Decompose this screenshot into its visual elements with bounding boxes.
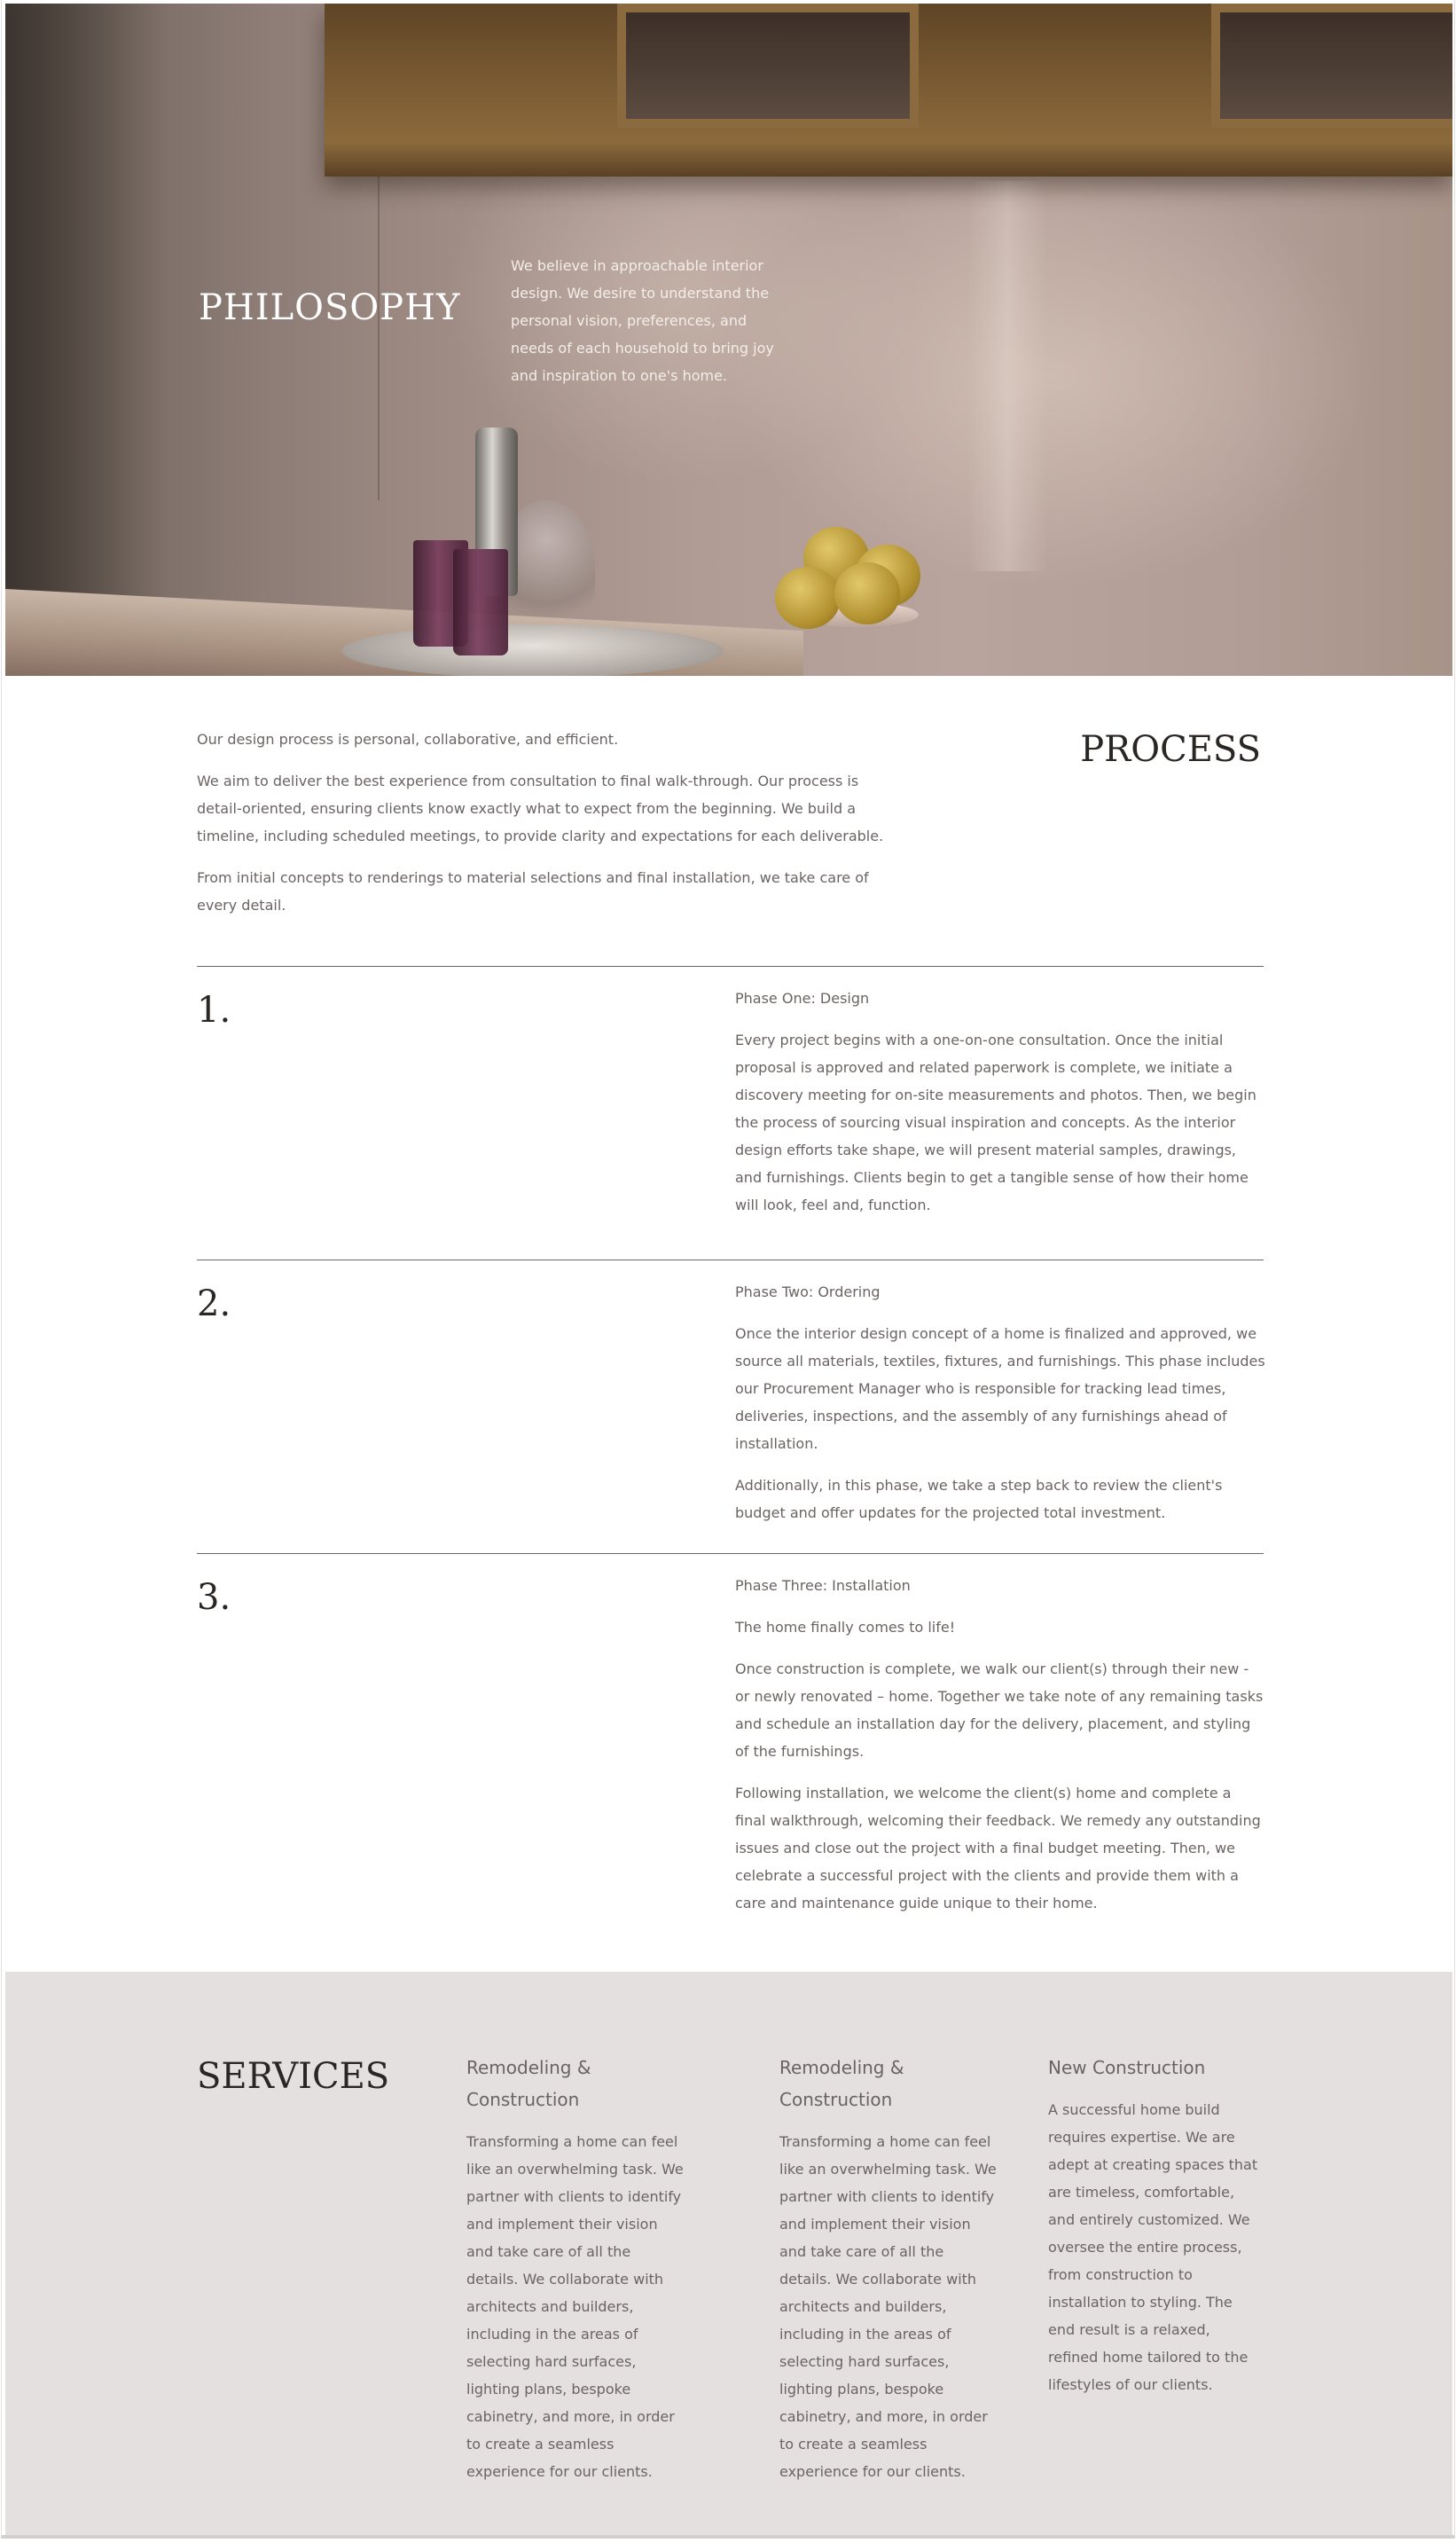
service-item [779, 2052, 997, 2485]
service-item [1048, 2052, 1261, 2398]
phase-paragraph: Additionally, in this phase, we take a step back to review the client's budget and offer updates for the projected total investment. [735, 1477, 1223, 1521]
services-title: SERVICES [197, 2056, 390, 2097]
hero-photo-light-glare [967, 181, 1047, 571]
hero-photo-cabinet-door [1211, 4, 1452, 128]
process-intro [197, 726, 888, 933]
service-heading: New Construction [1048, 2057, 1206, 2078]
service-heading: Remodeling & Construction [779, 2057, 904, 2110]
phase-number: 3. [197, 1577, 231, 1618]
philosophy-text: We believe in approachable interior design. We desire to understand the personal vision, preferences, and needs of each household to bring joy and inspiration to one's home. [511, 257, 774, 384]
hero-photo-wall-shadow [5, 4, 165, 676]
phase-number: 2. [197, 1283, 231, 1324]
process-title: PROCESS [1080, 729, 1261, 770]
phase-number: 1. [197, 990, 231, 1031]
hero-photo-lemon [834, 562, 900, 624]
service-item [466, 2052, 684, 2485]
hero-photo-cabinet-door [617, 4, 919, 128]
phase-paragraph: Once the interior design concept of a home is finalized and approved, we source all materials, textiles, fixtures, and furnishings. This phase includes our Procurement Manager who is responsible for tracking lead times, deliveries, inspections, and the assembly of any furnishings ahead of installation. [735, 1325, 1265, 1452]
phase-body [735, 1278, 1265, 1541]
hero-photo-cabinet [325, 4, 1452, 177]
service-text: Transforming a home can feel like an overwhelming task. We partner with clients to identify and implement their vision and take care of all the details. We collaborate with architects and builders, including in the areas of selecting hard surfaces, lighting plans, bespoke cabinetry, and more, in order to create a seamless experience for our clients. [779, 2133, 997, 2480]
service-text: A successful home build requires expertise. We are adept at creating spaces that are timeless, comfortable, and entirely customized. We oversee the entire process, from construction to installation to styling. The end result is a relaxed, refined home tailored to the lifestyles of our clients. [1048, 2101, 1258, 2393]
phase-title: Phase Three: Installation [735, 1577, 911, 1594]
phase-paragraph: Following installation, we welcome the client(s) home and complete a final walkthrough, welcoming their feedback. We remedy any outstanding issues and close out the project with a final budget meeting. Then, we celebrate a successful project with the clients and provide them with a care and maintenance guide unique to their home. [735, 1785, 1261, 1911]
process-intro-paragraph: Our design process is personal, collaborative, and efficient. [197, 731, 619, 748]
phase-paragraph: The home finally comes to life! [735, 1619, 956, 1636]
phase-paragraph: Once construction is complete, we walk our client(s) through their new - or newly renovated – home. Together we take note of any remaining tasks and schedule an installation day for the delivery, placement, and styling of the furnishings. [735, 1660, 1264, 1760]
service-text: Transforming a home can feel like an overwhelming task. We partner with clients to identify and implement their vision and take care of all the details. We collaborate with architects and builders, including in the areas of selecting hard surfaces, lighting plans, bespoke cabinetry, and more, in order to create a seamless experience for our clients. [466, 2133, 684, 2480]
phase-installation [197, 1553, 1264, 1911]
hero-photo-lemon [775, 567, 841, 629]
hero-photo-purple-glass [453, 549, 508, 655]
services-section [5, 1972, 1452, 2535]
phase-body [735, 985, 1265, 1233]
phase-paragraph: Every project begins with a one-on-one consultation. Once the initial proposal is approved and related paperwork is complete, we initiate a discovery meeting for on-site measurements and photos. Then, we begin the process of sourcing visual inspiration and concepts. As the interior design efforts take shape, we will present material samples, drawings, and furnishings. Clients begin to get a tangible sense of how their home will look, feel and, function. [735, 1032, 1256, 1213]
page [1, 0, 1455, 2539]
phase-design [197, 966, 1264, 1213]
philosophy-title: PHILOSOPHY [199, 287, 461, 328]
phase-title: Phase One: Design [735, 990, 870, 1007]
service-heading: Remodeling & Construction [466, 2057, 591, 2110]
process-intro-paragraph: From initial concepts to renderings to material selections and final installation, we take care of every detail. [197, 869, 869, 914]
process-intro-paragraph: We aim to deliver the best experience from consultation to final walk-through. Our process is detail-oriented, ensuring clients know exactly what to expect from the beginning. We build a timeline, including scheduled meetings, to provide clarity and expectations for each deliverable. [197, 773, 884, 844]
phase-body [735, 1572, 1265, 1931]
phase-title: Phase Two: Ordering [735, 1283, 881, 1300]
philosophy-hero [5, 4, 1452, 676]
